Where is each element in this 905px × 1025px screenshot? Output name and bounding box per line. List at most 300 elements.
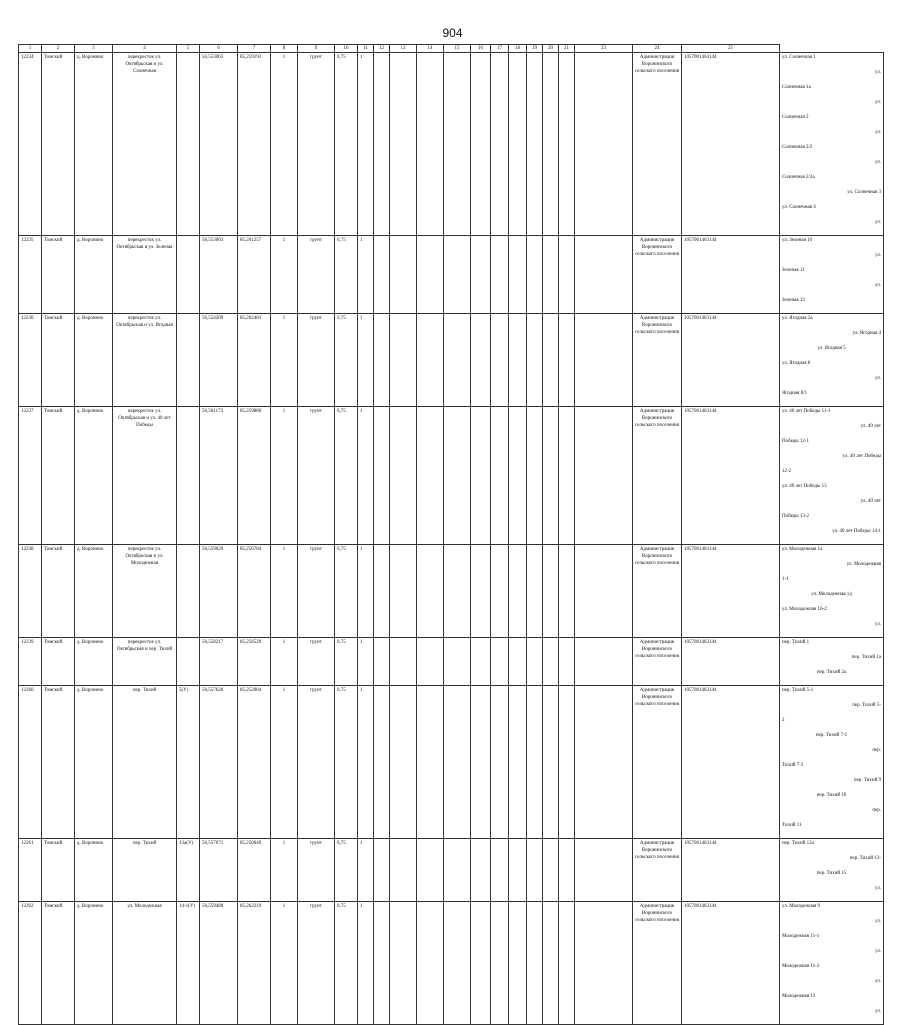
column-number-16: 16 — [471, 45, 491, 53]
address-line: ул. — [874, 283, 881, 288]
address-line: пер. Тихий 15 — [816, 871, 847, 876]
cell-empty-col-12 — [374, 407, 390, 545]
cell-container-count: 1 — [271, 314, 298, 407]
cell-empty-col-20 — [543, 236, 559, 314]
cell-empty-col-16 — [471, 686, 491, 839]
address-line: ул. — [874, 220, 881, 225]
address-line: Победы 12-1 — [782, 439, 810, 444]
cell-house-number — [177, 236, 200, 314]
cell-location: пер. Тихий — [113, 839, 177, 902]
address-line: ул. Ягодная 8 — [782, 361, 811, 366]
table-row — [19, 638, 884, 686]
cell-empty-col-15 — [444, 407, 471, 545]
cell-location: ул. Молодежная — [113, 902, 177, 1025]
cell-district: Томский — [42, 53, 75, 236]
cell-container-count: 1 — [271, 839, 298, 902]
address-line: ул. — [874, 622, 881, 627]
cell-longitude: 85,262219 — [238, 902, 271, 1025]
cell-served-addresses — [780, 686, 884, 839]
address-line: ул. Ягодная 4 — [852, 331, 881, 336]
cell-empty-col-13 — [390, 839, 417, 902]
cell-empty-col-13 — [390, 638, 417, 686]
cell-empty-col-15 — [444, 314, 471, 407]
cell-latitude: 56,561173 — [200, 407, 238, 545]
column-number-10: 10 — [335, 45, 358, 53]
cell-empty-col-15 — [444, 902, 471, 1025]
cell-empty-col-21 — [559, 53, 575, 236]
cell-container-volume: 0,75 — [335, 314, 358, 407]
cell-latitude: 56,553063 — [200, 236, 238, 314]
cell-empty-col-21 — [559, 314, 575, 407]
cell-column-11: 1 — [358, 314, 374, 407]
cell-settlement: д. Воронино — [75, 839, 113, 902]
container-sites-registry-table — [18, 44, 884, 1025]
cell-empty-col-19 — [527, 545, 543, 638]
address-line: Ягодная 8/1 — [782, 391, 807, 396]
cell-longitude: 85,256784 — [238, 545, 271, 638]
address-line: ул. — [874, 376, 881, 381]
address-line: ул. Ягодная 5 — [817, 346, 846, 351]
cell-latitude: 56,554209 — [200, 314, 238, 407]
cell-empty-col-18 — [509, 638, 527, 686]
cell-inn: 1057001463144 — [682, 902, 780, 1025]
cell-empty-col-22 — [575, 53, 633, 236]
cell-administration: Администрация Воронинского сельского поселения — [633, 902, 682, 1025]
column-number-5: 5 — [177, 45, 200, 53]
cell-empty-col-17 — [491, 902, 509, 1025]
cell-inn: 1057001463144 — [682, 236, 780, 314]
column-number-4: 4 — [113, 45, 177, 53]
column-number-24: 25 — [682, 45, 780, 53]
cell-empty-col-15 — [444, 53, 471, 236]
cell-longitude: 85,262401 — [238, 314, 271, 407]
cell-latitude: 56,559029 — [200, 545, 238, 638]
cell-house-number: 13а(У) — [177, 839, 200, 902]
cell-container-count: 1 — [271, 638, 298, 686]
cell-container-volume: 0,75 — [335, 686, 358, 839]
cell-empty-col-22 — [575, 545, 633, 638]
cell-district: Томский — [42, 902, 75, 1025]
cell-empty-col-16 — [471, 839, 491, 902]
cell-record-id: 12260 — [19, 686, 42, 839]
cell-empty-col-13 — [390, 314, 417, 407]
cell-settlement: д. Воронино — [75, 902, 113, 1025]
cell-district: Томский — [42, 236, 75, 314]
cell-empty-col-18 — [509, 686, 527, 839]
address-line: ул. — [874, 886, 881, 891]
cell-empty-col-16 — [471, 638, 491, 686]
cell-empty-col-14 — [417, 407, 444, 545]
cell-served-addresses — [780, 545, 884, 638]
cell-container-volume: 0,75 — [335, 545, 358, 638]
cell-house-number — [177, 314, 200, 407]
cell-container-count: 1 — [271, 53, 298, 236]
cell-surface-type: грунт — [298, 314, 335, 407]
cell-latitude: 56,558217 — [200, 638, 238, 686]
address-line: пер. Тихий 1 — [782, 640, 810, 645]
cell-district: Томский — [42, 638, 75, 686]
column-number-23: 24 — [633, 45, 682, 53]
cell-record-id: 12261 — [19, 839, 42, 902]
cell-served-addresses — [780, 53, 884, 236]
address-line: ул. Солнечная 3 — [847, 190, 881, 195]
address-line: Тихий 11 — [782, 823, 802, 828]
address-line: пер. Тихий 12а — [782, 841, 814, 846]
address-line: ул. — [874, 160, 881, 165]
cell-container-count: 1 — [271, 686, 298, 839]
address-line: ул. — [874, 130, 881, 135]
cell-served-addresses — [780, 314, 884, 407]
cell-empty-col-16 — [471, 314, 491, 407]
column-number-15: 15 — [444, 45, 471, 53]
cell-administration: Администрация Воронинского сельского поселения — [633, 545, 682, 638]
cell-empty-col-18 — [509, 407, 527, 545]
address-line: ул. Зеленая 10 — [782, 238, 813, 243]
column-number-2: 2 — [42, 45, 75, 53]
cell-administration: Администрация Воронинского сельского поселения — [633, 236, 682, 314]
cell-empty-col-22 — [575, 686, 633, 839]
cell-empty-col-18 — [509, 236, 527, 314]
cell-surface-type: грунт — [298, 839, 335, 902]
page-number: 904 — [442, 26, 463, 40]
cell-container-count: 1 — [271, 236, 298, 314]
cell-empty-col-16 — [471, 53, 491, 236]
address-line: пер. Тихий 9 — [853, 778, 881, 783]
cell-empty-col-20 — [543, 638, 559, 686]
cell-empty-col-17 — [491, 839, 509, 902]
address-line: ул. 40 лет Победы 13 — [782, 484, 827, 489]
cell-empty-col-14 — [417, 314, 444, 407]
table-row — [19, 839, 884, 902]
cell-column-11: 1 — [358, 686, 374, 839]
address-line: ул. 40 лет Победы — [842, 454, 881, 459]
address-line: ул. Молодежная 16-2 — [782, 607, 827, 612]
cell-empty-col-19 — [527, 638, 543, 686]
cell-district: Томский — [42, 839, 75, 902]
cell-empty-col-18 — [509, 902, 527, 1025]
column-number-header-row — [19, 45, 884, 53]
column-number-17: 17 — [491, 45, 509, 53]
address-line: пер. — [872, 748, 881, 753]
table-row — [19, 314, 884, 407]
cell-settlement: д. Воронино — [75, 686, 113, 839]
cell-served-addresses — [780, 236, 884, 314]
address-line: 12-2 — [782, 469, 792, 474]
cell-empty-col-17 — [491, 686, 509, 839]
cell-longitude: 85,250649 — [238, 839, 271, 902]
cell-empty-col-13 — [390, 53, 417, 236]
cell-district: Томский — [42, 545, 75, 638]
cell-latitude: 56,553063 — [200, 53, 238, 236]
column-number-21: 21 — [559, 45, 575, 53]
cell-latitude: 56,557071 — [200, 839, 238, 902]
cell-empty-col-20 — [543, 314, 559, 407]
cell-empty-col-14 — [417, 902, 444, 1025]
cell-empty-col-12 — [374, 686, 390, 839]
cell-inn: 1057001463144 — [682, 314, 780, 407]
cell-empty-col-13 — [390, 902, 417, 1025]
cell-empty-col-22 — [575, 902, 633, 1025]
cell-settlement: д. Воронино — [75, 638, 113, 686]
cell-settlement: д. Воронино — [75, 407, 113, 545]
cell-record-id: 12239 — [19, 638, 42, 686]
cell-empty-col-13 — [390, 407, 417, 545]
cell-house-number — [177, 638, 200, 686]
cell-container-count: 1 — [271, 407, 298, 545]
cell-latitude: 56,557628 — [200, 686, 238, 839]
cell-record-id: 12237 — [19, 407, 42, 545]
cell-latitude: 56,559480 — [200, 902, 238, 1025]
address-line: Солнечная 1а — [782, 85, 811, 90]
cell-inn: 1057001463144 — [682, 839, 780, 902]
address-line: пер. — [872, 808, 881, 813]
cell-empty-col-12 — [374, 902, 390, 1025]
cell-empty-col-14 — [417, 839, 444, 902]
cell-empty-col-14 — [417, 545, 444, 638]
cell-empty-col-15 — [444, 839, 471, 902]
cell-column-11: 1 — [358, 545, 374, 638]
address-line: ул. 40 лет Победы 14-1 — [832, 529, 881, 534]
cell-settlement: д. Воронино — [75, 53, 113, 236]
column-number-20: 20 — [543, 45, 559, 53]
cell-empty-col-14 — [417, 686, 444, 839]
column-number-18: 18 — [509, 45, 527, 53]
address-line: пер. Тихий 10 — [816, 793, 847, 798]
table-row — [19, 407, 884, 545]
cell-served-addresses — [780, 638, 884, 686]
cell-empty-col-16 — [471, 545, 491, 638]
cell-column-11: 1 — [358, 638, 374, 686]
cell-empty-col-12 — [374, 314, 390, 407]
cell-empty-col-21 — [559, 902, 575, 1025]
cell-empty-col-20 — [543, 839, 559, 902]
column-number-12: 12 — [374, 45, 390, 53]
cell-administration: Администрация Воронинского сельского поселения — [633, 686, 682, 839]
cell-administration: Администрация Воронинского сельского поселения — [633, 407, 682, 545]
cell-settlement: д. Воронино — [75, 314, 113, 407]
cell-location: перекресток ул. Октябрьская и пер. Тихий — [113, 638, 177, 686]
cell-empty-col-14 — [417, 236, 444, 314]
cell-column-11: 1 — [358, 407, 374, 545]
cell-empty-col-20 — [543, 686, 559, 839]
cell-empty-col-15 — [444, 686, 471, 839]
cell-surface-type: грунт — [298, 407, 335, 545]
cell-empty-col-17 — [491, 314, 509, 407]
cell-empty-col-22 — [575, 407, 633, 545]
address-line: пер. Тихий 7-1 — [815, 733, 848, 738]
address-line: ул. — [874, 1009, 881, 1014]
cell-empty-col-17 — [491, 407, 509, 545]
cell-empty-col-13 — [390, 545, 417, 638]
cell-surface-type: грунт — [298, 638, 335, 686]
cell-empty-col-19 — [527, 53, 543, 236]
address-line: пер. Тихий 2а — [816, 670, 847, 675]
address-line: ул. Молодежная 1а — [782, 547, 823, 552]
cell-location: пер. Тихий — [113, 686, 177, 839]
cell-record-id: 12262 — [19, 902, 42, 1025]
cell-empty-col-21 — [559, 686, 575, 839]
address-line: ул. 40 лет — [860, 424, 881, 429]
cell-empty-col-14 — [417, 53, 444, 236]
cell-house-number: 14-1(У) — [177, 902, 200, 1025]
cell-empty-col-12 — [374, 236, 390, 314]
cell-inn: 1057001463144 — [682, 686, 780, 839]
cell-column-11: 1 — [358, 839, 374, 902]
cell-empty-col-19 — [527, 902, 543, 1025]
cell-empty-col-12 — [374, 638, 390, 686]
address-line: ул. 40 лет Победы 11-1 — [782, 409, 831, 414]
address-line: пер. Тихий 5-1 — [782, 688, 814, 693]
address-line: Тихий 7-2 — [782, 763, 804, 768]
address-line: ул. Молодежная 9 — [782, 904, 821, 909]
cell-empty-col-17 — [491, 53, 509, 236]
table-row — [19, 236, 884, 314]
cell-empty-col-16 — [471, 902, 491, 1025]
cell-container-volume: 0,75 — [335, 53, 358, 236]
column-number-13: 13 — [390, 45, 417, 53]
cell-container-volume: 0,75 — [335, 407, 358, 545]
cell-empty-col-17 — [491, 638, 509, 686]
cell-house-number — [177, 407, 200, 545]
cell-empty-col-19 — [527, 839, 543, 902]
cell-empty-col-15 — [444, 545, 471, 638]
cell-empty-col-18 — [509, 545, 527, 638]
column-number-7: 7 — [238, 45, 271, 53]
cell-administration: Администрация Воронинского сельского поселения — [633, 839, 682, 902]
cell-empty-col-20 — [543, 407, 559, 545]
cell-served-addresses — [780, 839, 884, 902]
cell-empty-col-17 — [491, 545, 509, 638]
column-number-6: 6 — [200, 45, 238, 53]
cell-empty-col-12 — [374, 839, 390, 902]
address-line: Молодежная 13 — [782, 994, 816, 999]
address-line: ул. — [874, 919, 881, 924]
cell-empty-col-19 — [527, 407, 543, 545]
cell-empty-col-22 — [575, 638, 633, 686]
cell-column-11: 1 — [358, 53, 374, 236]
cell-container-volume: 0,75 — [335, 236, 358, 314]
address-line: Солнечная 2/2 — [782, 145, 813, 150]
table-row — [19, 53, 884, 236]
cell-empty-col-22 — [575, 314, 633, 407]
cell-empty-col-17 — [491, 236, 509, 314]
address-line: ул. Молодежная — [846, 562, 881, 567]
cell-longitude: 85,256529 — [238, 638, 271, 686]
cell-empty-col-21 — [559, 839, 575, 902]
cell-empty-col-13 — [390, 236, 417, 314]
cell-empty-col-21 — [559, 407, 575, 545]
cell-empty-col-18 — [509, 314, 527, 407]
cell-administration: Администрация Воронинского сельского поселения — [633, 638, 682, 686]
cell-empty-col-13 — [390, 686, 417, 839]
cell-record-id: 12235 — [19, 236, 42, 314]
cell-empty-col-18 — [509, 839, 527, 902]
cell-house-number: 5(У) — [177, 686, 200, 839]
cell-container-volume: 0,75 — [335, 839, 358, 902]
cell-served-addresses — [780, 407, 884, 545]
cell-settlement: д. Воронино — [75, 236, 113, 314]
address-line: ул. 40 лет — [860, 499, 881, 504]
cell-record-id: 12234 — [19, 53, 42, 236]
cell-empty-col-15 — [444, 236, 471, 314]
address-line: Солнечная 2/2а — [782, 175, 815, 180]
cell-empty-col-21 — [559, 545, 575, 638]
cell-empty-col-21 — [559, 638, 575, 686]
column-number-1: 1 — [19, 45, 42, 53]
table-row — [19, 686, 884, 839]
address-line: ул. — [874, 253, 881, 258]
column-number-14: 14 — [417, 45, 444, 53]
cell-empty-col-20 — [543, 545, 559, 638]
cell-longitude: 85,259193 — [238, 53, 271, 236]
cell-administration: Администрация Воронинского сельского поселения — [633, 314, 682, 407]
address-line: Победы 13-2 — [782, 514, 810, 519]
cell-surface-type: грунт — [298, 236, 335, 314]
cell-empty-col-19 — [527, 686, 543, 839]
cell-district: Томский — [42, 314, 75, 407]
column-number-22: 23 — [575, 45, 633, 53]
cell-empty-col-12 — [374, 545, 390, 638]
cell-district: Томский — [42, 407, 75, 545]
cell-container-count: 1 — [271, 545, 298, 638]
cell-inn: 1057001463144 — [682, 545, 780, 638]
address-line: пер. Тихий 1а — [851, 655, 881, 660]
cell-surface-type: грунт — [298, 902, 335, 1025]
cell-surface-type: грунт — [298, 53, 335, 236]
column-number-3: 3 — [75, 45, 113, 53]
address-line: пер. Тихий 13- — [849, 856, 881, 861]
cell-empty-col-21 — [559, 236, 575, 314]
address-line: 2 — [782, 718, 785, 723]
cell-location: перекресток ул. Октябрьская и ул. Молодежная — [113, 545, 177, 638]
cell-inn: 1057001463144 — [682, 407, 780, 545]
cell-longitude: 85,259880 — [238, 407, 271, 545]
address-line: Молодежная 11-2 — [782, 964, 820, 969]
cell-empty-col-19 — [527, 236, 543, 314]
cell-inn: 1057001463144 — [682, 638, 780, 686]
cell-empty-col-16 — [471, 407, 491, 545]
column-number-11: 11 — [358, 45, 374, 53]
cell-district: Томский — [42, 686, 75, 839]
cell-empty-col-16 — [471, 236, 491, 314]
address-line: ул. Молодежная 1д — [811, 592, 852, 597]
address-line: ул. Солнечная 4 — [782, 205, 816, 210]
cell-location: перекресток ул. Октябрьская и ул. 40 лет Победы — [113, 407, 177, 545]
column-number-9: 9 — [298, 45, 335, 53]
cell-location: перекресток ул. Октябрьская и ул. Зеленая — [113, 236, 177, 314]
column-number-19: 19 — [527, 45, 543, 53]
cell-empty-col-15 — [444, 638, 471, 686]
address-line: Солнечная 2 — [782, 115, 809, 120]
address-line: ул. Ягодная 2а — [782, 316, 813, 321]
address-line: Зеленая 12 — [782, 298, 805, 303]
address-line: Молодежная 11-1 — [782, 934, 820, 939]
address-line: ул. — [874, 70, 881, 75]
cell-location: перекресток ул. Октябрьская и ул. Ягодная — [113, 314, 177, 407]
address-line: Зеленая 11 — [782, 268, 805, 273]
cell-empty-col-18 — [509, 53, 527, 236]
cell-record-id: 12236 — [19, 314, 42, 407]
cell-container-volume: 0,75 — [335, 902, 358, 1025]
cell-empty-col-20 — [543, 53, 559, 236]
address-line: ул. — [874, 100, 881, 105]
cell-container-volume: 0,75 — [335, 638, 358, 686]
address-line: ул. Солнечная 1 — [782, 55, 816, 60]
cell-empty-col-14 — [417, 638, 444, 686]
cell-column-11: 1 — [358, 902, 374, 1025]
cell-inn: 1057001463144 — [682, 53, 780, 236]
cell-house-number — [177, 545, 200, 638]
